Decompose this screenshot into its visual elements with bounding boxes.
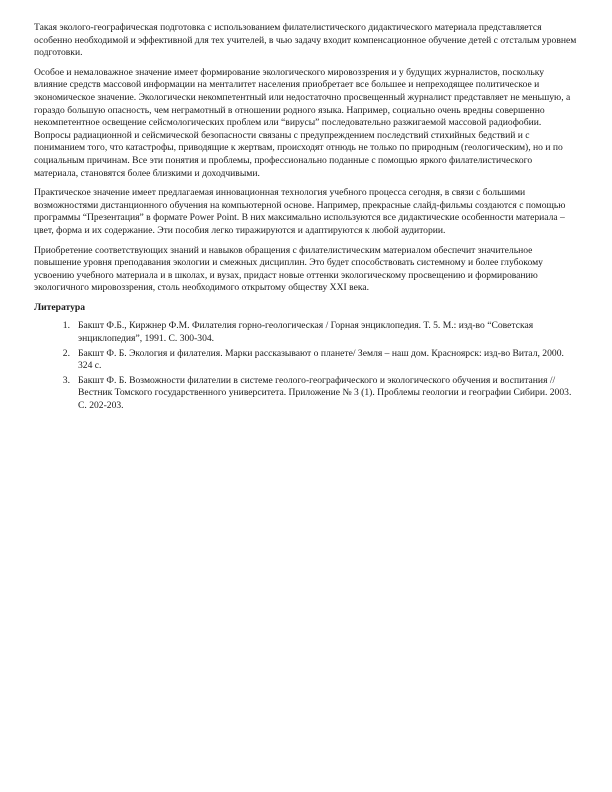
reference-text: Бакшт Ф.Б., Киржнер Ф.М. Филателия горно-геологическая / Горная энциклопедия. Т. 5. М.: изд-во “Советская энциклопедия”, 1991. С. 300-304. — [78, 320, 534, 345]
reference-item — [34, 320, 578, 345]
paragraph-journalists: Особое и немаловажное значение имеет формирование экологического мировоззрения и у будущих журналистов, поскольку влияние средств массовой информации на менталитет населения приобретает все большее и непреходящее политическое и экономическое значение. Экологически некомпетентный или недостаточно просвещенный журналист представляет не меньшую, а гораздо большую опасность, чем неграмотный в отношении родного языка. Например, социально очень вредны совершенно некомпетентное освещение сейсмологических проблем или “вирусы” последовательно разжигаемой массовой радиофобии. Вопросы радиационной и сейсмической безопасности связаны с предупреждением последствий стихийных бедствий и с пониманием того, что катастрофы, приводящие к жертвам, происходят отнюдь не только по природным (геологическим), но и по социальным причинам. Все эти понятия и проблемы, профессионально поданные с помощью яркого филателистического материала, становятся более близкими и доходчивыми. — [34, 66, 571, 179]
reference-item — [34, 348, 578, 373]
reference-number: 2. — [62, 347, 70, 359]
reference-number: 3. — [62, 374, 70, 386]
references-heading: Литература — [34, 301, 86, 313]
references-list — [34, 320, 578, 412]
paragraph-conclusion: Приобретение соответствующих знаний и навыков обращения с филателистическим материалом обеспечит значительное повышение уровня преподавания экологии и смежных дисциплин. Это будет способствовать системному и более глубокому усвоению учебного материала и в школах, и вузах, придаст новые оттенки экологическому просвещению и формированию экологичного мировоззрения, столь необходимого открытому обществу XXI века. — [34, 244, 543, 294]
reference-text: Бакшт Ф. Б. Экология и филателия. Марки рассказывают о планете/ Земля – наш дом. Красноярск: изд-во Витал, 2000. 324 с. — [78, 347, 564, 372]
reference-item — [34, 375, 578, 413]
paragraph-practical: Практическое значение имеет предлагаемая инновационная технология учебного процесса сегодня, в связи с большими возможностями дистанционного обучения на компьютерной основе. Например, прекрасные слайд-фильмы создаются с помощью программы “Презентация” в формате Power Point. В них максимально используются все дидактические особенности материала – цвет, форма и их содержание. Эти пособия легко тиражируются и адаптируются к любой аудитории. — [34, 187, 566, 236]
reference-number: 1. — [62, 320, 70, 332]
paragraph-intro: Такая эколого-географическая подготовка с использованием филателистического дидактического материала представляется особенно необходимой и эффективной для тех учителей, в чью задачу входит компенсационное обучение детей с отсталым уровнем подготовки. — [34, 22, 577, 59]
document-page — [34, 22, 578, 415]
reference-text: Бакшт Ф. Б. Возможности филателии в системе геолого-географического и экологического обучения и воспитания // Вестник Томского государственного университета. Приложение № 3 (1). Проблемы геологии и географии Сибири. 2003. С. 202-203. — [78, 374, 572, 412]
